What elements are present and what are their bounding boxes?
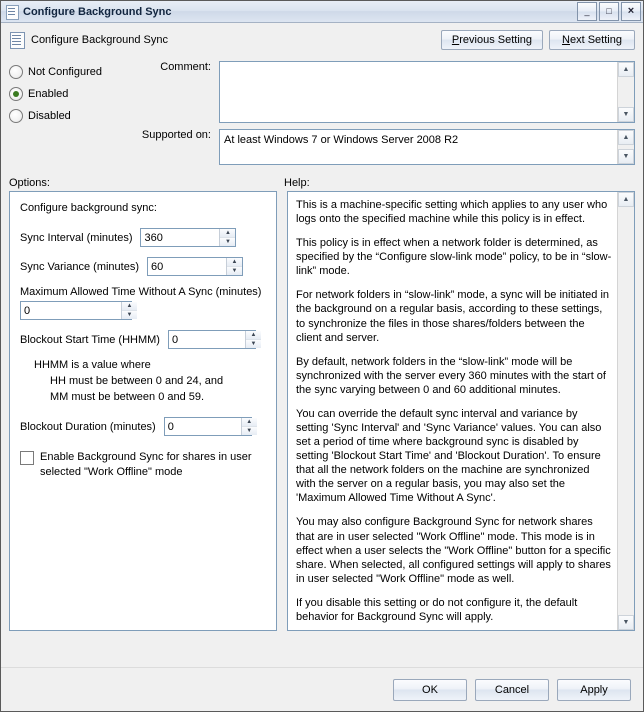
sync-variance-input[interactable] (148, 258, 226, 275)
max-time-without-sync-stepper[interactable] (20, 301, 132, 320)
policy-setting-icon (5, 5, 19, 19)
previous-setting-button[interactable]: Previous Setting (441, 30, 543, 50)
maximize-button[interactable]: □ (599, 2, 619, 21)
title-bar[interactable] (1, 1, 643, 23)
spin-up-icon[interactable]: ▲ (246, 331, 261, 339)
panels (1, 191, 643, 631)
state-radio-group (9, 57, 119, 171)
work-offline-checkbox-row[interactable] (20, 450, 266, 480)
radio-not-configured[interactable] (9, 61, 119, 83)
blockout-duration-input[interactable] (165, 418, 241, 435)
blockout-start-spin-buttons[interactable] (245, 331, 261, 348)
scroll-down-icon[interactable]: ▼ (618, 149, 634, 164)
top-area (1, 57, 643, 171)
blockout-duration-label: Blockout Duration (minutes) (20, 420, 156, 433)
hhmm-hint-2: HH must be between 0 and 24, and (50, 375, 224, 387)
spin-down-icon[interactable]: ▼ (246, 339, 261, 348)
section-labels (1, 171, 643, 191)
comment-row (119, 61, 635, 123)
next-setting-button[interactable]: Next Setting (549, 30, 635, 50)
comment-scrollbar[interactable] (617, 62, 634, 122)
supported-on-row (119, 129, 635, 165)
scroll-down-icon[interactable]: ▼ (618, 107, 634, 122)
options-title: Configure background sync: (20, 202, 157, 214)
apply-button[interactable]: Apply (557, 679, 631, 701)
comment-input[interactable] (219, 61, 635, 123)
scroll-up-icon[interactable]: ▲ (618, 192, 634, 207)
blockout-start-time-row (20, 330, 266, 349)
top-fields (119, 57, 635, 171)
radio-disabled[interactable] (9, 105, 119, 127)
max-time-spin-buttons[interactable] (121, 302, 137, 319)
dialog-footer (1, 667, 643, 711)
radio-disabled-indicator[interactable] (9, 109, 23, 123)
radio-enabled-label: Enabled (28, 88, 69, 100)
sync-interval-row (20, 228, 266, 247)
blockout-start-time-label: Blockout Start Time (HHMM) (20, 333, 160, 346)
sync-variance-label: Sync Variance (minutes) (20, 260, 140, 273)
spin-down-icon[interactable]: ▼ (220, 237, 235, 246)
help-paragraph: By default, network folders in the “slow-link” mode will be synchronized with the server every 360 minutes with the start of the sync varying between 0 and 60 additional minutes. (296, 355, 606, 396)
help-panel (287, 191, 635, 631)
spin-down-icon[interactable]: ▼ (227, 266, 242, 275)
setting-icon (9, 32, 25, 48)
radio-not-configured-indicator[interactable] (9, 65, 23, 79)
help-text (288, 192, 634, 631)
window-buttons (577, 2, 641, 21)
next-setting-label-rest: ext Setting (569, 34, 622, 46)
blockout-duration-row (20, 417, 266, 436)
help-paragraph: You can override the default sync interval and variance by setting 'Sync Interval' and 'Sync Variance' values. You can also set a period of time where background sync is disabled by setting 'Blockout Start Time' and 'Blockout Duration'. To ensure that all the network folders on the machine are synchronized with the server on a regular basis, you may also set the 'Maximum Allowed Time Without A Sync'. (296, 407, 602, 505)
supported-on-label: Supported on: (141, 129, 211, 141)
supported-on-value-box (219, 129, 635, 165)
spin-down-icon[interactable]: ▼ (122, 310, 137, 319)
help-paragraph: For network folders in “slow-link” mode, a sync will be initiated in the background on a regular basis, according to these settings, to synchronize the files in those shares/folders between the client and server. (296, 289, 610, 344)
help-section-label: Help: (284, 177, 310, 189)
max-time-without-sync-input[interactable] (21, 302, 121, 319)
sync-variance-spin-buttons[interactable] (226, 258, 242, 275)
help-paragraph: You may also configure Background Sync for network shares that are in user selected "Work Offline" mode. This mode is in effect when a user selects the "Work Offline" button for a specific share. When selected, all configured settings will apply to shares in user selected "Work Offline" mode as well. (296, 516, 611, 585)
sync-variance-row (20, 257, 266, 276)
scroll-up-icon[interactable]: ▲ (618, 130, 634, 145)
hhmm-hint-3: MM must be between 0 and 59. (50, 391, 205, 403)
spin-up-icon[interactable]: ▲ (242, 418, 257, 426)
radio-enabled[interactable] (9, 83, 119, 105)
minimize-button[interactable]: _ (577, 2, 597, 21)
blockout-start-time-stepper[interactable] (168, 330, 256, 349)
supported-on-value: At least Windows 7 or Windows Server 2008 R2 (224, 134, 459, 146)
options-section-label: Options: (9, 177, 50, 189)
previous-setting-label-rest: revious Setting (459, 34, 532, 46)
sync-interval-spin-buttons[interactable] (219, 229, 235, 246)
navigation-buttons (441, 30, 635, 50)
work-offline-checkbox-label: Enable Background Sync for shares in user selected "Work Offline" mode (40, 451, 252, 478)
sync-interval-input[interactable] (141, 229, 219, 246)
cancel-button[interactable]: Cancel (475, 679, 549, 701)
work-offline-checkbox[interactable] (20, 451, 34, 465)
setting-title: Configure Background Sync (31, 34, 168, 46)
help-scrollbar[interactable] (617, 192, 634, 630)
radio-not-configured-label: Not Configured (28, 66, 102, 78)
blockout-duration-stepper[interactable] (164, 417, 252, 436)
spin-up-icon[interactable]: ▲ (227, 258, 242, 266)
spin-up-icon[interactable]: ▲ (122, 302, 137, 310)
scroll-down-icon[interactable]: ▼ (618, 615, 634, 630)
scroll-up-icon[interactable]: ▲ (618, 62, 634, 77)
comment-label: Comment: (160, 61, 211, 73)
blockout-duration-spin-buttons[interactable] (241, 418, 257, 435)
sync-interval-stepper[interactable] (140, 228, 236, 247)
radio-disabled-label: Disabled (28, 110, 71, 122)
radio-enabled-indicator[interactable] (9, 87, 23, 101)
hhmm-hint-1: HHMM is a value where (34, 359, 151, 371)
window-title: Configure Background Sync (23, 5, 172, 18)
supported-on-scrollbar[interactable] (617, 130, 634, 164)
options-panel (9, 191, 277, 631)
spin-up-icon[interactable]: ▲ (220, 229, 235, 237)
ok-button[interactable]: OK (393, 679, 467, 701)
close-icon[interactable]: × (621, 2, 641, 21)
sync-variance-stepper[interactable] (147, 257, 243, 276)
help-paragraph: This policy is in effect when a network folder is determined, as specified by the “Configure slow-link mode” policy, to be in “slow-link” mode. (296, 237, 612, 278)
help-paragraph: This is a machine-specific setting which applies to any user who logs onto the specified machine while this policy is in effect. (296, 199, 608, 226)
help-paragraph: If you disable this setting or do not configure it, the default behavior for Background Sync will apply. (296, 596, 578, 623)
max-time-without-sync-label: Maximum Allowed Time Without A Sync (minutes) (20, 286, 262, 298)
setting-header (1, 23, 643, 57)
blockout-start-time-input[interactable] (169, 331, 245, 348)
sync-interval-label: Sync Interval (minutes) (20, 231, 133, 244)
spin-down-icon[interactable]: ▼ (242, 426, 257, 435)
max-time-without-sync-group (20, 286, 266, 320)
